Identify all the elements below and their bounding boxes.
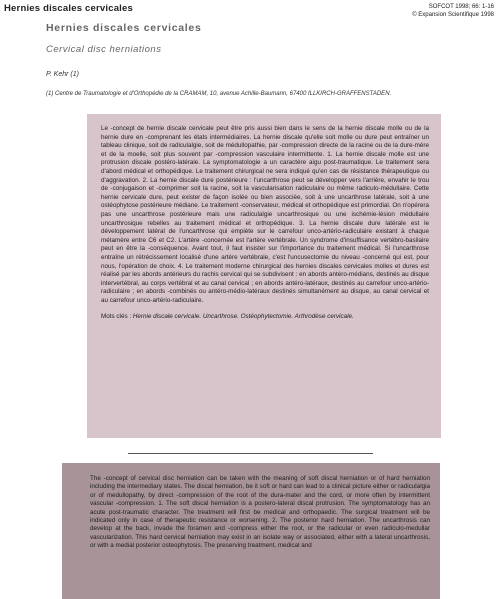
french-abstract-box: [87, 114, 441, 438]
running-head: Hernies discales cervicales: [4, 3, 133, 14]
journal-reference: [412, 3, 494, 19]
journal-citation: SOFCOT 1998; 66: 1-16: [428, 4, 494, 10]
english-abstract-text: The -concept of cervical disc herniation can be taken with the meaning of soft discal herniation or of hard herniation including the intermediary states. The discal herniation, be it soft or hard can lead to a clinical picture either or radiculalgia or of medullopathy, by direct -compression of the root of the dura-mater and the cord, or more often by intermittent vascular -compression. 1. The soft discal herniation is a postero-lateral discal protrusion. The symptomatology has an acute post-traumatic character. The treatment will first be medical and orthopaedic. The surgical treatment will be indicated only in case of therapeutic resistance or worsening. 2. The posterior hard herniation. The uncarthrosis can develop at the back, invade the foramen and -compress either the root, or the radicular or even radiculo-medullar vascularization. This hard cervical herniation may exist in an isolate way or associated, either with a lateral uncarthrosis, or with a medial posterior osteophytosis. The preserving treatment, medical and: [90, 475, 430, 550]
article-title-french: Hernies discales cervicales: [46, 22, 202, 34]
keywords-list: Hernie discale cervicale. Uncarthrose. Ostéophytectomie. Arthrodèse cervicale.: [132, 313, 354, 321]
article-title-english: Cervical disc herniations: [46, 44, 162, 55]
affiliation: (1) Centre de Traumatologie et d'Orthopédie de la CRAMAM, 10, avenue Achille-Baumann, 67400 ILLKIRCH-GRAFFENSTADEN.: [46, 91, 392, 97]
keywords-line: [101, 313, 429, 322]
french-abstract-text: Le -concept de hernie discale cervicale peut être pris aussi bien dans le sens de la hernie discale molle ou de la hernie dure en -comprenant les états intermédiaires. La hernie discale qu'elle soit molle ou dure peut entraîner un tableau clinique, soit de radiculalgie, soit de médullopathie, par -compression directe de la racine ou de la dure-mère et de la moelle, soit plus souvent par -compression vasculaire intermittente. 1. La hernie discale molle est une protrusion discale postéro-latérale. La symptomatologie a un caractère aigu post-traumatique. Le traitement sera d'abord médical et orthopédique. Le traitement chirurgical ne sera indiqué qu'en cas de résistance thérapeutique ou d'aggravation. 2. La hernie discale dure postérieure : l'uncarthrose peut se développer vers l'arrière, envahir le trou de -conjugaison et -comprimer soit la racine, soit la vascularisation radiculaire ou même radiculo-médullaire. Cette hernie cervicale dure, peut exister de façon isolée ou bien associée, soit à une uncarthrose latérale, soit à une ostéophytose postérieure médiane. Le traitement -conservateur, médical et orthopédique est primordial. On n'opérera pas une uncarthrose postérieure mais une radiculalgie uncarthrosique ou une ischémie-lésion médullaire uncarthrosique rebelles au traitement médical et orthopédique. 3. La hernie discale dure latérale est le développement latéral de l'uncarthrose qui empiète sur le carrefour unco-artério-radiculaire existant à chaque métamère entre C6 et C2. L'artère -concernée est l'artère vertébrale. Un syndrome d'insuffisance vertébro-basilaire peut en être la -conséquence. Avant tout, il faut insister sur l'importance du traitement médical. Si l'uncarthrose entraîne un rétrécissement localisé d'une artère vertébrale, c'est l'uncusectomie du niveau -concerné qui est, pour nous, l'opération de choix. 4. Le traitement moderne chirurgical des hernies discales cervicales molles et dures est réalisé par les abords antérieurs du rachis cervical qui se subdivisent : en abords antéro-médians, destinés au disque intervertébral, au corps vertébral et au canal cervical ; en abords antéro-latéraux, destinés au carrefour unco-artério-radiculaire ; en abords -combinés ou antéro-médio-latéraux destinés simultanément au disque, au canal cervical et au carrefour unco-artério-radiculaire.: [101, 125, 429, 304]
english-abstract-box: [62, 463, 440, 599]
author-line: P. Kehr (1): [46, 71, 79, 78]
copyright-line: © Expansion Scientifique 1998: [412, 12, 494, 18]
keywords-label: Mots clés :: [101, 313, 133, 321]
section-divider: [128, 453, 373, 454]
